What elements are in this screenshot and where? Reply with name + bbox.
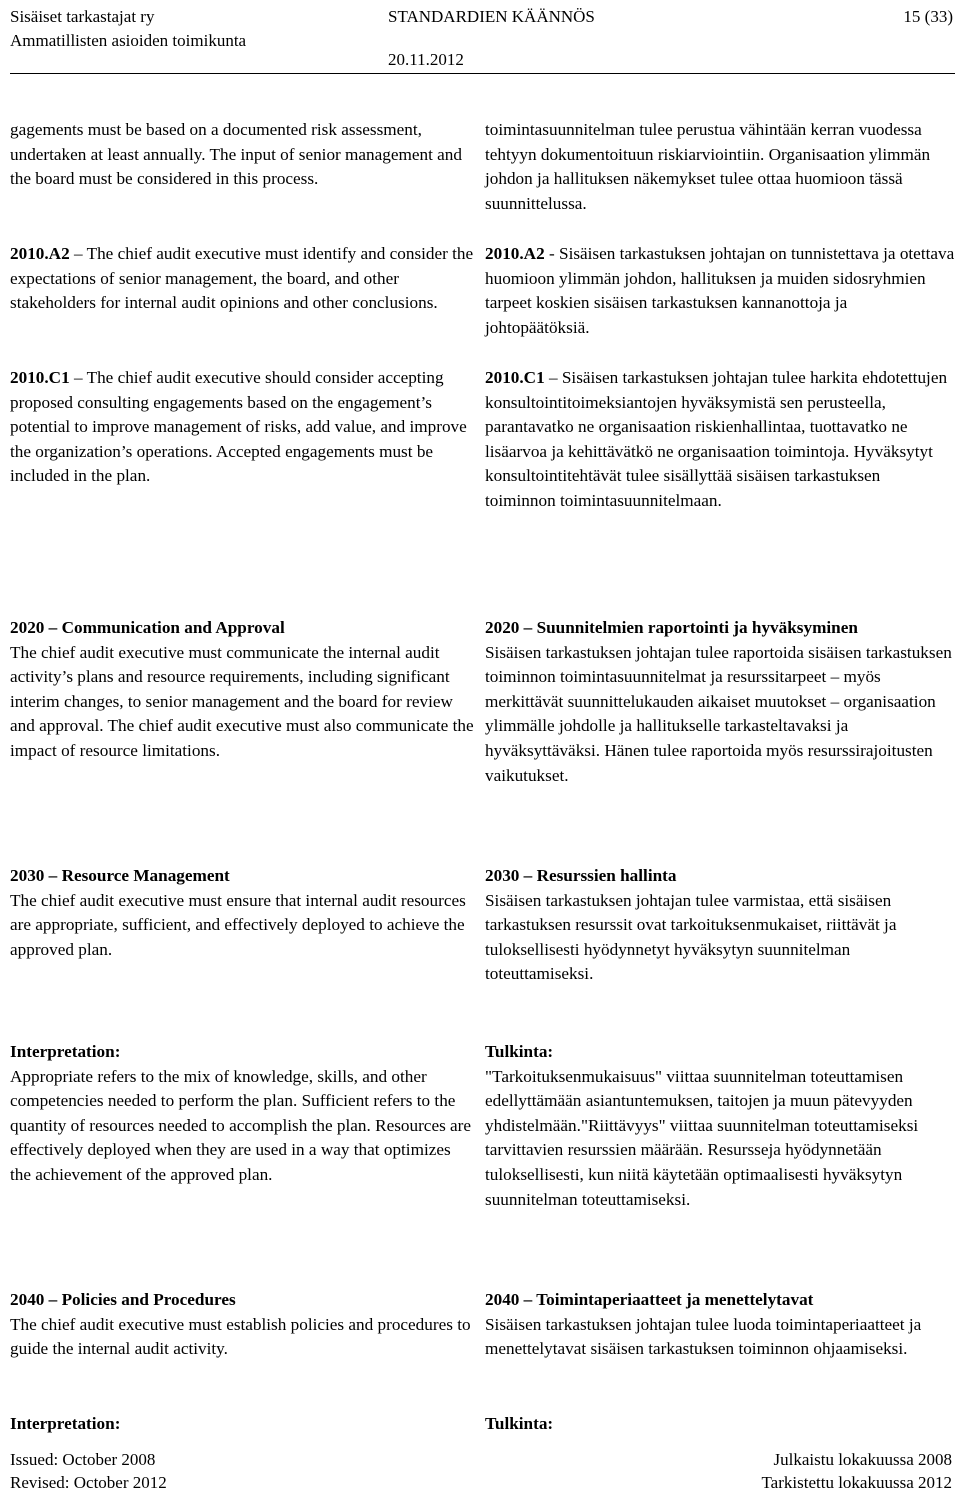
fi-section-2030 [485,864,955,987]
footer-revised-fi: Tarkistettu lokakuussa 2012 [761,1473,952,1492]
footer-issued-fi: Julkaistu lokakuussa 2008 [773,1450,952,1469]
en-section-2040 [10,1288,475,1362]
fi-2040-title: 2040 – Toimintaperiaatteet ja menettelytavat [485,1290,814,1309]
header-org-name: Sisäiset tarkastajat ry [10,7,155,26]
fi-section-2040 [485,1288,955,1362]
fi-interpretation-2 [485,1412,955,1437]
en-section-2030 [10,864,475,962]
fi-section-2020 [485,616,955,788]
fi-2040-text: Sisäisen tarkastuksen johtajan tulee luoda toimintaperiaatteet ja menettelytavat sisäisen tarkastuksen toiminnon ohjaamiseksi. [485,1314,922,1359]
fi-2020-text: Sisäisen tarkastuksen johtajan tulee raportoida sisäisen tarkastuksen toiminnon toimintasuunnitelmat ja resurssitarpeet – myös merkittävät suunnittelukauden aikaiset muutokset – organisaation ylimmälle johdolle ja hallitukselle tarkasteltavaksi ja hyväksyttäväksi. Hänen tulee raportoida myös resurssirajoitusten vaikutukset. [485,642,952,785]
en-interpretation [10,1040,475,1188]
fi-2020-title: 2020 – Suunnitelmien raportointi ja hyväksyminen [485,618,858,637]
en-2020-title: 2020 – Communication and Approval [10,618,285,637]
fi-2010-a2-text: - Sisäisen tarkastuksen johtajan on tunnistettava ja otettava huomioon ylimmän johdon, hallituksen ja muiden sidosryhmien tarpeet koskien sisäisen tarkastuksen kannanottoja ja johtopäätöksiä. [485,244,955,337]
fi-2010-c1 [485,366,955,514]
fi-2010-a2 [485,242,955,340]
en-section-2020 [10,616,475,764]
en-2010-c1-text: – The chief audit executive should consider accepting proposed consulting engagements based on the engagement’s potential to improve management of risks, add value, and improve the organization’s operations. Accepted engagements must be included in the plan. [10,368,467,486]
fi-interpretation-label-2: Tulkinta: [485,1414,554,1433]
en-2020-text: The chief audit executive must communicate the internal audit activity’s plans and resource requirements, including significant interim changes, to senior management and the board for review and approval. The chief audit executive must also communicate the impact of resource limitations. [10,642,474,760]
header-divider [10,73,955,74]
fi-intro-text: toimintasuunnitelman tulee perustua vähintään kerran vuodessa tehtyyn dokumentoituun riskiarviointiin. Organisaation ylimmän johdon ja hallituksen näkemykset tulee ottaa huomioon tässä suunnittelussa. [485,120,931,213]
fi-2030-text: Sisäisen tarkastuksen johtajan tulee varmistaa, että sisäisen tarkastuksen resurssit ovat tarkoituksenmukaiset, riittävät ja tuloksellisesti hyödynnetyt hyväksytyn suunnitelman toteuttamiseksi. [485,890,897,984]
en-2030-title: 2030 – Resource Management [10,866,230,885]
en-2010-a2-code: 2010.A2 [10,244,70,263]
en-interpretation-label: Interpretation: [10,1042,121,1061]
fi-2010-c1-text: – Sisäisen tarkastuksen johtajan tulee harkita ehdotettujen konsultointitoimeksiantojen hyväksymistä sen perusteella, parantavatko ne organisaation riskienhallintaa, tuottavatko ne lisäarvoa ja kehittävätkö ne organisaation toimintoja. Hyväksytyt konsultointitehtävät tulee sisällyttää sisäisen tarkastuksen toiminnon toimintasuunnitelmaan. [485,368,948,510]
en-2030-text: The chief audit executive must ensure that internal audit resources are appropriate, sufficient, and effectively deployed to achieve the approved plan. [10,890,466,959]
en-2010-c1 [10,366,475,489]
en-intro-text: gagements must be based on a documented risk assessment, undertaken at least annually. The input of senior management and the board must be considered in this process. [10,120,462,189]
footer-revised-en: Revised: October 2012 [10,1473,167,1492]
fi-interpretation-label: Tulkinta: [485,1042,554,1061]
fi-interpretation-text: "Tarkoituksenmukaisuus" viittaa suunnitelman toteuttamisen edellyttämään asiantuntemuksen, taitojen ja muun pätevyyden yhdistelmään."Riittävyys" viittaa suunnitelman toteuttamiseksi tarvittavien resurssien määrään. Resursseja hyödynnetään tuloksellisesti, kun niitä käytetään optimaalisesti hyväksytyn suunnitelman toteuttamiseksi. [485,1066,919,1209]
header-page-number: 15 (33) [903,7,953,26]
fi-2030-title: 2030 – Resurssien hallinta [485,866,677,885]
fi-intro-paragraph [485,118,955,216]
fi-interpretation [485,1040,955,1212]
en-2040-title: 2040 – Policies and Procedures [10,1290,236,1309]
header-date: 20.11.2012 [388,50,464,69]
fi-2010-a2-code: 2010.A2 [485,244,545,263]
en-intro-paragraph [10,118,475,192]
fi-2010-c1-code: 2010.C1 [485,368,545,387]
en-interpretation-label-2: Interpretation: [10,1414,121,1433]
footer-issued-en: Issued: October 2008 [10,1450,156,1469]
en-2040-text: The chief audit executive must establish policies and procedures to guide the internal audit activity. [10,1314,471,1359]
en-2010-a2 [10,242,475,316]
en-2010-c1-code: 2010.C1 [10,368,70,387]
header-committee-name: Ammatillisten asioiden toimikunta [10,31,247,50]
en-interpretation-text: Appropriate refers to the mix of knowledge, skills, and other competencies needed to perform the plan. Sufficient refers to the quantity of resources needed to accomplish the plan. Resources are effectively deployed when they are used in a way that optimizes the achievement of the approved plan. [10,1066,472,1184]
en-2010-a2-text: – The chief audit executive must identify and consider the expectations of senior management, the board, and other stakeholders for internal audit opinions and other conclusions. [10,244,474,313]
en-interpretation-2 [10,1412,475,1437]
header-doc-title: STANDARDIEN KÄÄNNÖS [388,7,595,26]
